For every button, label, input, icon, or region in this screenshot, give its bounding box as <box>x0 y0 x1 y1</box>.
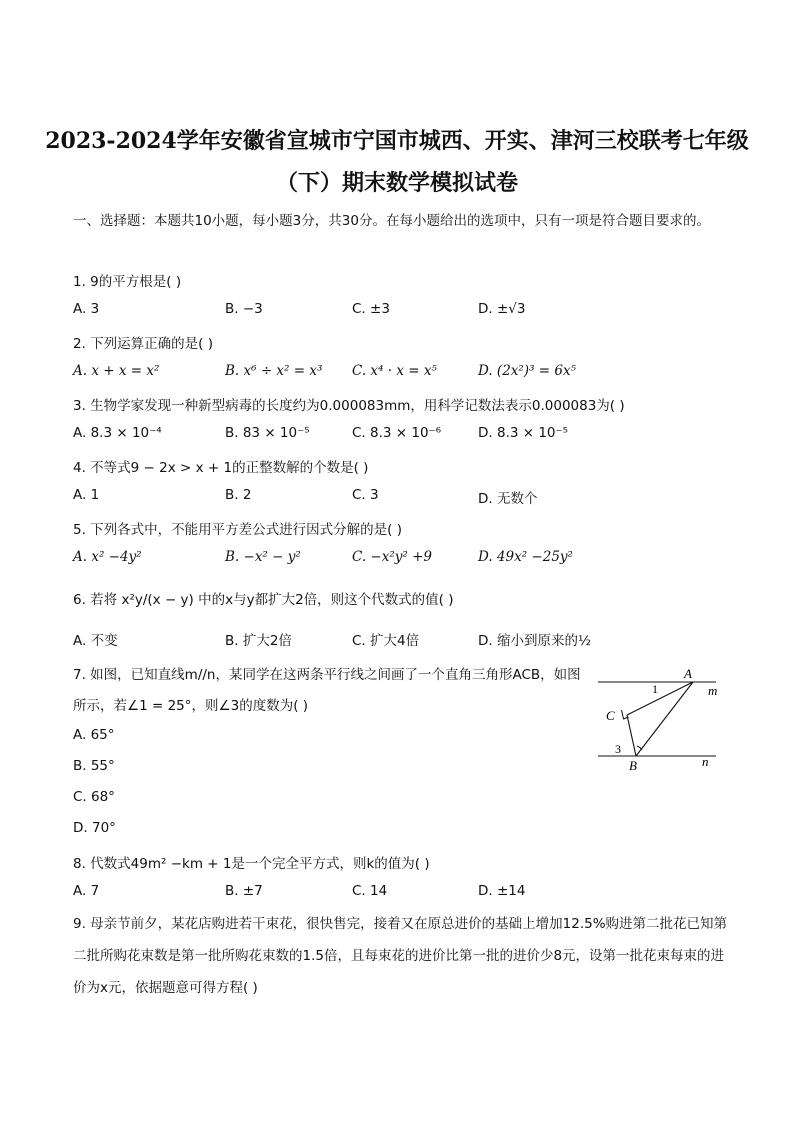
q7-option-a: A. 65° <box>73 727 115 743</box>
q3-option-c: C. 8.3 × 10⁻⁶ <box>352 425 442 441</box>
q7-option-b: B. 55° <box>73 758 115 774</box>
q7-option-d: D. 70° <box>73 820 116 836</box>
label-b: B <box>629 758 637 773</box>
q8-option-a: A. 7 <box>73 883 100 899</box>
q1-option-c: C. ±3 <box>352 301 390 317</box>
segment-ac <box>627 682 693 715</box>
question-6: 6. 若将 x²y/(x − y) 中的x与y都扩大2倍，则这个代数式的值( ) <box>73 592 454 608</box>
q3-option-b: B. 83 × 10⁻⁵ <box>225 425 310 441</box>
q3-option-d: D. 8.3 × 10⁻⁵ <box>478 425 569 441</box>
parallel-lines-triangle-figure <box>594 662 724 774</box>
segment-ab <box>636 682 693 756</box>
q1-option-a: A. 3 <box>73 301 100 317</box>
question-1: 1. 9的平方根是( ) <box>73 274 182 290</box>
q5-option-c: C. −x²y² +9 <box>352 549 432 565</box>
q4-option-b: B. 2 <box>225 487 252 503</box>
q6-option-b: B. 扩大2倍 <box>225 633 292 649</box>
q8-option-d: D. ±14 <box>478 883 526 899</box>
angle-3-arc <box>637 746 642 750</box>
exam-title-line2: （下）期末数学模拟试卷 <box>275 170 518 196</box>
q5-option-b: B. −x² − y² <box>225 549 301 565</box>
question-5: 5. 下列各式中，不能用平方差公式进行因式分解的是( ) <box>73 522 402 538</box>
q4-option-d: D. 无数个 <box>478 491 538 507</box>
q7-option-c: C. 68° <box>73 789 115 805</box>
q6-option-d: D. 缩小到原来的½ <box>478 633 592 649</box>
label-angle-1: 1 <box>652 682 658 696</box>
question-8: 8. 代数式49m² −km + 1是一个完全平方式，则k的值为( ) <box>73 856 430 872</box>
label-n: n <box>702 754 709 769</box>
q2-option-d: D. (2x²)³ = 6x⁵ <box>478 363 576 379</box>
question-9: 9. 母亲节前夕，某花店购进若干束花，很快售完，接着又在原总进价的基础上增加12.5%购进第二批花已知第二批所购花束数是第一批所购花束数的1.5倍，且每束花的进价比第一批的进价少8元，设第一批花束每束的进价为x元，依据题意可得方程( ) <box>73 916 728 996</box>
q2-option-c: C. x⁴ · x = x⁵ <box>352 363 437 379</box>
q5-option-d: D. 49x² −25y² <box>478 549 573 565</box>
q8-option-b: B. ±7 <box>225 883 263 899</box>
q4-option-a: A. 1 <box>73 487 100 503</box>
q4-option-c: C. 3 <box>352 487 379 503</box>
segment-cb <box>627 715 636 756</box>
question-4: 4. 不等式9 − 2x > x + 1的正整数解的个数是( ) <box>73 460 369 476</box>
section-instructions: 一、选择题：本题共10小题，每小题3分，共30分。在每小题给出的选项中，只有一项是符合题目要求的。 <box>73 213 710 229</box>
q1-option-b: B. −3 <box>225 301 263 317</box>
label-m: m <box>708 683 718 698</box>
exam-title-line1: 2023-2024学年安徽省宣城市宁国市城西、开实、津河三校联考七年级 <box>45 128 749 154</box>
q1-option-d: D. ±√3 <box>478 301 526 317</box>
q2-option-b: B. x⁶ ÷ x² = x³ <box>225 363 323 379</box>
q2-option-a: A. x + x = x² <box>73 363 160 379</box>
q3-option-a: A. 8.3 × 10⁻⁴ <box>73 425 162 441</box>
label-c: C <box>606 708 615 723</box>
q8-option-c: C. 14 <box>352 883 388 899</box>
q5-option-a: A. x² −4y² <box>73 549 142 565</box>
question-7: 7. 如图，已知直线m//n，某同学在这两条平行线之间画了一个直角三角形ACB，如图所示，若∠1 = 25°，则∠3的度数为( ) <box>73 667 581 714</box>
q6-option-c: C. 扩大4倍 <box>352 633 420 649</box>
question-2: 2. 下列运算正确的是( ) <box>73 336 213 352</box>
label-a: A <box>684 666 692 681</box>
q6-option-a: A. 不变 <box>73 633 118 649</box>
question-3: 3. 生物学家发现一种新型病毒的长度约为0.000083mm，用科学记数法表示0.000083为( ) <box>73 398 625 414</box>
label-angle-3: 3 <box>615 742 621 756</box>
